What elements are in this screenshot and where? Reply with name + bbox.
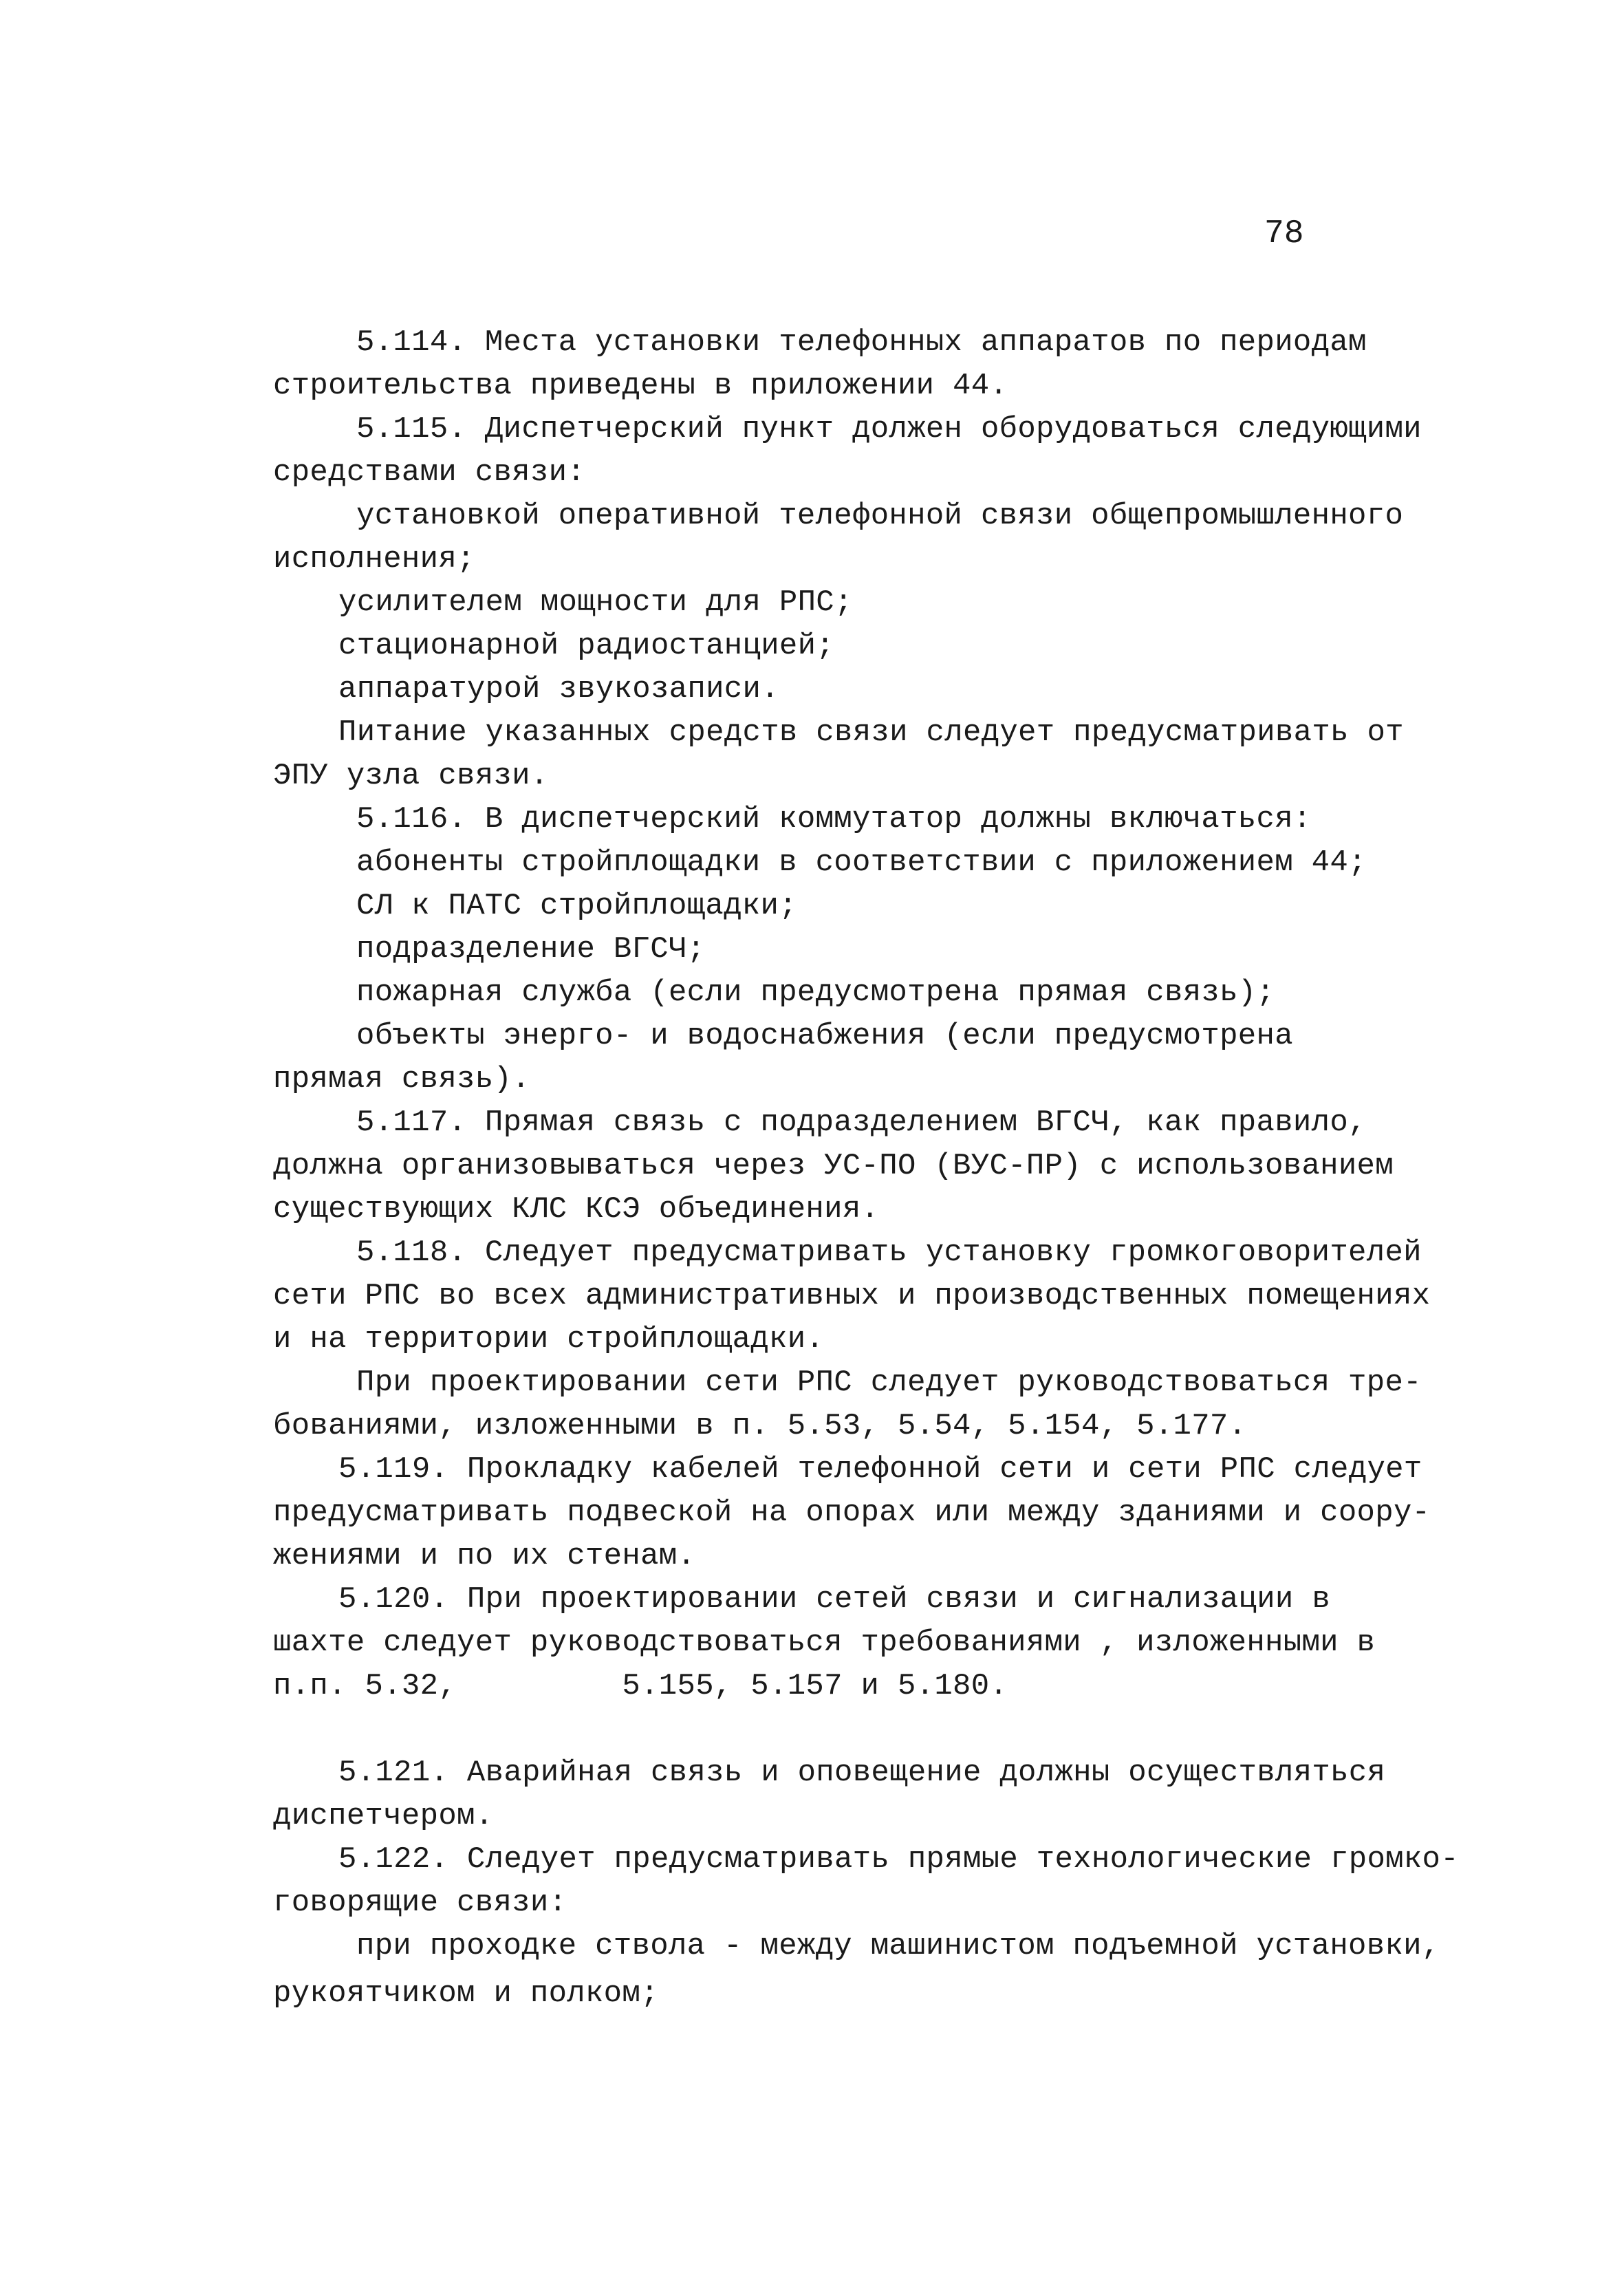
- text-line: 5.120. При проектировании сетей связи и сигнализации в: [338, 1582, 1331, 1617]
- text-line: 5.117. Прямая связь с подразделением ВГСЧ, как правило,: [356, 1106, 1367, 1140]
- text-line: 5.122. Следует предусматривать прямые технологические громко-: [338, 1842, 1459, 1877]
- text-line: 5.121. Аварийная связь и оповещение должны осуществляться: [338, 1756, 1386, 1790]
- text-line: 5.119. Прокладку кабелей телефонной сети и сети РПС следует: [338, 1452, 1422, 1487]
- text-line: диспетчером.: [273, 1799, 494, 1833]
- page-number: 78: [1264, 215, 1304, 252]
- text-line: сети РПС во всех административных и производственных помещениях: [273, 1279, 1431, 1313]
- text-line: при проходке ствола - между машинистом подъемной установки,: [356, 1929, 1440, 1963]
- text-line: жениями и по их стенам.: [273, 1539, 696, 1573]
- text-line: шахте следует руководствоваться требованиями , изложенными в: [273, 1626, 1376, 1660]
- text-line: предусматривать подвеской на опорах или между зданиями и соору-: [273, 1496, 1431, 1530]
- text-line: рукоятчиком и полком;: [273, 1976, 659, 2011]
- text-line: аппаратурой звукозаписи.: [338, 672, 779, 707]
- text-line: подразделение ВГСЧ;: [356, 932, 706, 967]
- text-line: 5.115. Диспетчерский пункт должен оборудоваться следующими: [356, 412, 1422, 446]
- text-line: усилителем мощности для РПС;: [338, 585, 853, 620]
- text-line: прямая связь).: [273, 1062, 530, 1097]
- text-line: объекты энерго- и водоснабжения (если предусмотрена: [356, 1019, 1293, 1053]
- text-line: и на территории стройплощадки.: [273, 1322, 825, 1357]
- text-line: 5.118. Следует предусматривать установку громкоговорителей: [356, 1236, 1422, 1270]
- text-line: средствами связи:: [273, 455, 585, 490]
- text-line: ЭПУ узла связи.: [273, 759, 549, 793]
- text-line: должна организовываться через УС-ПО (ВУС-ПР) с использованием: [273, 1149, 1394, 1183]
- text-line: существующих КЛС КСЭ объединения.: [273, 1192, 880, 1227]
- text-line: абоненты стройплощадки в соответствии с приложением 44;: [356, 845, 1367, 880]
- text-line: пожарная служба (если предусмотрена прямая связь);: [356, 975, 1275, 1010]
- text-line: Питание указанных средств связи следует предусматривать от: [338, 715, 1404, 750]
- text-line: стационарной радиостанцией;: [338, 629, 835, 663]
- text-line: п.п. 5.32, 5.155, 5.157 и 5.180.: [273, 1669, 1008, 1703]
- text-line: При проектировании сети РПС следует руководствоваться тре-: [356, 1366, 1422, 1400]
- text-line: говорящие связи:: [273, 1886, 567, 1920]
- text-line: установкой оперативной телефонной связи общепромышленного: [356, 499, 1404, 533]
- text-line: строительства приведены в приложении 44.: [273, 369, 1008, 403]
- text-line: бованиями, изложенными в п. 5.53, 5.54, 5.154, 5.177.: [273, 1409, 1247, 1443]
- text-line: 5.116. В диспетчерский коммутатор должны включаться:: [356, 802, 1312, 837]
- text-line: 5.114. Места установки телефонных аппаратов по периодам: [356, 325, 1367, 360]
- text-line: СЛ к ПАТС стройплощадки;: [356, 889, 797, 923]
- text-line: исполнения;: [273, 542, 475, 576]
